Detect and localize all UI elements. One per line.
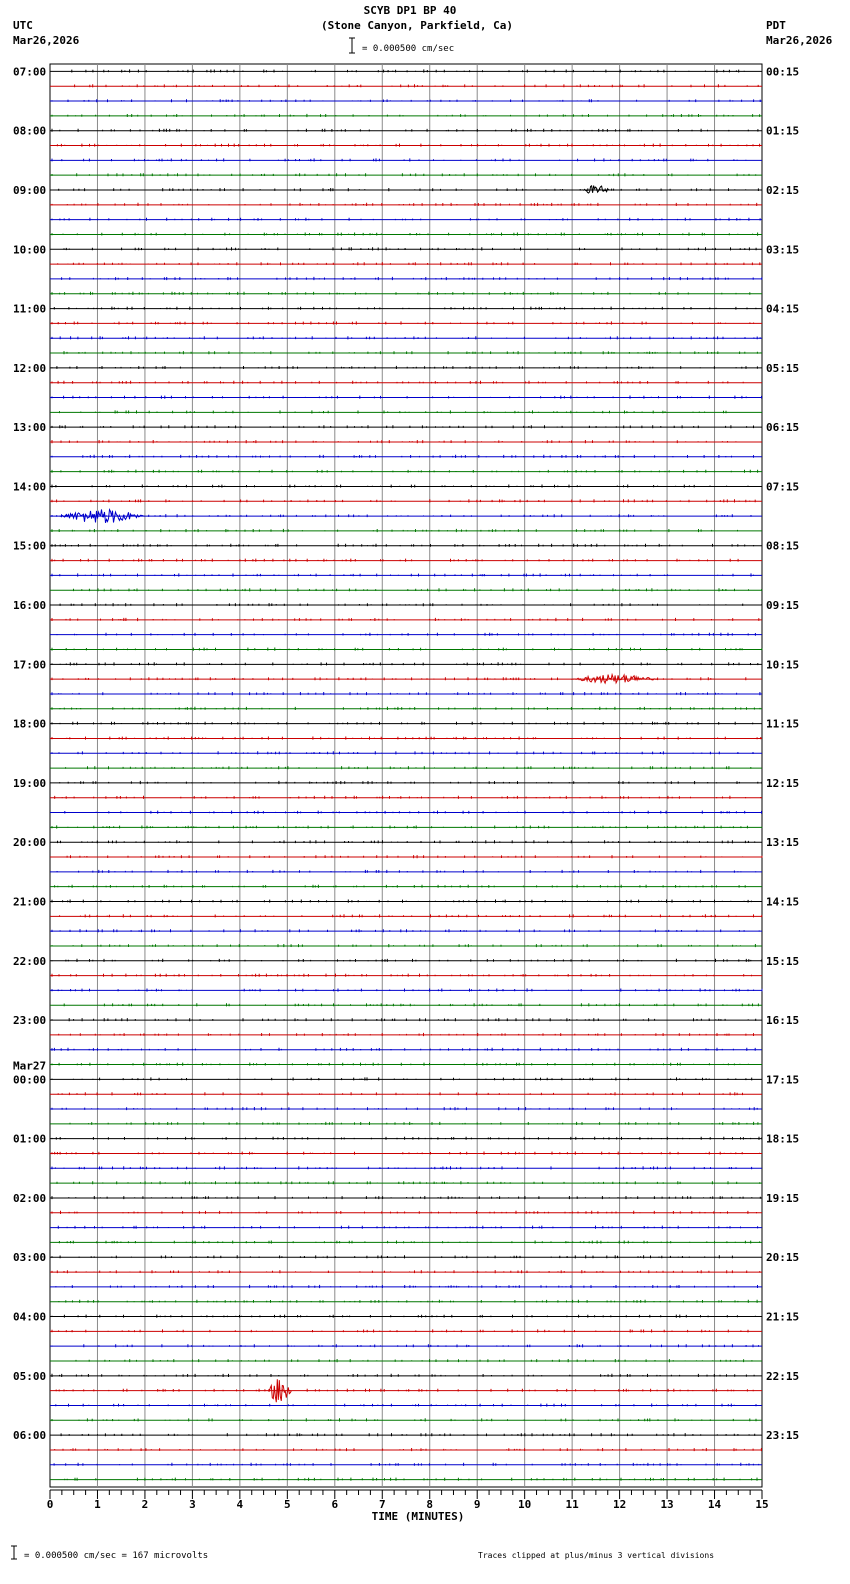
utc-hour-label: 00:00 xyxy=(13,1073,47,1087)
pdt-hour-label: 00:15 xyxy=(766,65,800,79)
plot-frame xyxy=(50,64,762,1487)
x-axis-label: TIME (MINUTES) xyxy=(371,1510,465,1523)
pdt-hour-label: 17:15 xyxy=(766,1073,800,1087)
station-title: SCYB DP1 BP 40 xyxy=(363,4,457,17)
x-tick-label: 4 xyxy=(236,1498,244,1511)
utc-hour-label: 23:00 xyxy=(13,1014,47,1028)
x-tick-label: 12 xyxy=(612,1498,627,1511)
x-tick-label: 6 xyxy=(331,1498,339,1511)
x-tick-label: 14 xyxy=(707,1498,722,1511)
x-tick-label: 1 xyxy=(94,1498,101,1511)
utc-hour-label: 12:00 xyxy=(13,361,47,375)
right-timezone: PDT xyxy=(766,19,786,32)
x-tick-label: 15 xyxy=(755,1498,769,1511)
x-tick-label: 11 xyxy=(565,1498,579,1511)
utc-hour-label: 16:00 xyxy=(13,599,47,613)
utc-hour-label: 21:00 xyxy=(13,895,47,909)
x-tick-label: 0 xyxy=(46,1498,54,1511)
pdt-hour-label: 16:15 xyxy=(766,1014,800,1028)
x-tick-label: 2 xyxy=(141,1498,149,1511)
right-date: Mar26,2026 xyxy=(766,34,833,47)
x-tick-label: 5 xyxy=(284,1498,291,1511)
pdt-hour-label: 10:15 xyxy=(766,658,800,672)
utc-hour-label: 20:00 xyxy=(13,836,47,850)
utc-hour-label: 02:00 xyxy=(13,1191,47,1205)
pdt-hour-label: 23:15 xyxy=(766,1429,800,1443)
pdt-hour-label: 13:15 xyxy=(766,836,800,850)
utc-hour-label: 14:00 xyxy=(13,480,47,494)
pdt-hour-label: 01:15 xyxy=(766,124,800,138)
pdt-hour-label: 11:15 xyxy=(766,717,800,731)
pdt-hour-label: 03:15 xyxy=(766,243,800,257)
pdt-hour-label: 15:15 xyxy=(766,954,800,968)
left-timezone: UTC xyxy=(13,19,33,32)
pdt-hour-label: 08:15 xyxy=(766,539,800,553)
utc-hour-label: 04:00 xyxy=(13,1310,47,1324)
utc-hour-label: 01:00 xyxy=(13,1132,47,1146)
utc-hour-label: 18:00 xyxy=(13,717,47,731)
pdt-hour-label: 22:15 xyxy=(766,1369,800,1383)
x-tick-label: 9 xyxy=(473,1498,481,1511)
utc-hour-label: 15:00 xyxy=(13,539,47,553)
pdt-hour-label: 06:15 xyxy=(766,421,800,435)
pdt-hour-label: 21:15 xyxy=(766,1310,800,1324)
scale-bar-icon xyxy=(349,38,355,53)
pdt-hour-label: 20:15 xyxy=(766,1251,800,1265)
pdt-hour-label: 18:15 xyxy=(766,1132,800,1146)
pdt-hour-label: 04:15 xyxy=(766,302,800,316)
utc-hour-label: 03:00 xyxy=(13,1251,47,1265)
clip-note: Traces clipped at plus/minus 3 vertical divisions xyxy=(478,1551,715,1560)
scale-text: = 0.000500 cm/sec xyxy=(362,44,455,54)
utc-hour-label: 08:00 xyxy=(13,124,47,138)
utc-hour-label: 13:00 xyxy=(13,421,47,435)
left-date: Mar26,2026 xyxy=(13,34,80,47)
footer-scale-bar-icon xyxy=(11,1546,17,1559)
utc-date-label: Mar27 xyxy=(13,1059,47,1073)
pdt-hour-label: 09:15 xyxy=(766,599,800,613)
pdt-hour-label: 05:15 xyxy=(766,361,800,375)
pdt-hour-label: 19:15 xyxy=(766,1191,800,1205)
x-tick-label: 13 xyxy=(660,1498,674,1511)
event-burst xyxy=(268,1379,291,1402)
x-tick-label: 3 xyxy=(189,1498,196,1511)
utc-hour-label: 06:00 xyxy=(13,1429,47,1443)
utc-hour-label: 22:00 xyxy=(13,954,47,968)
utc-hour-label: 09:00 xyxy=(13,183,47,197)
utc-hour-label: 19:00 xyxy=(13,776,47,790)
station-location: (Stone Canyon, Parkfield, Ca) xyxy=(320,19,514,32)
x-tick-label: 10 xyxy=(518,1498,532,1511)
utc-hour-label: 17:00 xyxy=(13,658,47,672)
x-tick-label: 8 xyxy=(426,1498,434,1511)
footer-scale-text: = 0.000500 cm/sec = 167 microvolts xyxy=(24,1551,209,1561)
utc-hour-label: 05:00 xyxy=(13,1369,47,1383)
pdt-hour-label: 07:15 xyxy=(766,480,800,494)
utc-hour-label: 10:00 xyxy=(13,243,47,257)
pdt-hour-label: 14:15 xyxy=(766,895,800,909)
event-burst xyxy=(572,675,657,684)
pdt-hour-label: 02:15 xyxy=(766,183,800,197)
utc-hour-label: 07:00 xyxy=(13,65,47,79)
pdt-hour-label: 12:15 xyxy=(766,776,800,790)
x-tick-label: 7 xyxy=(378,1498,386,1511)
utc-hour-label: 11:00 xyxy=(13,302,47,316)
